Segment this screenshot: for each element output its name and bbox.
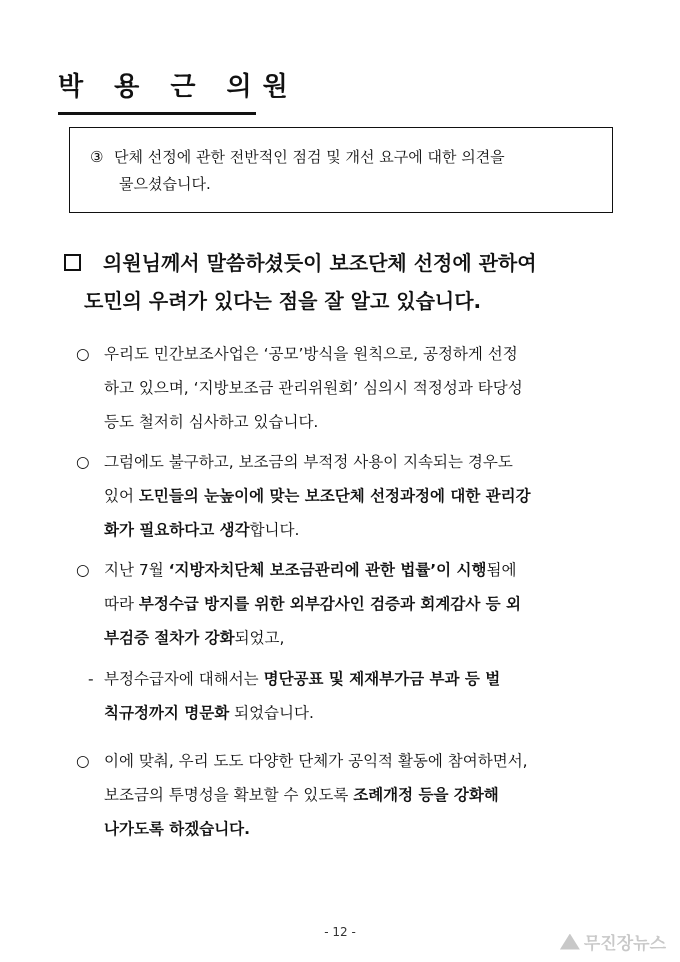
paragraph-3-line-3 <box>76 621 621 655</box>
paragraph-2-line-2-b: 도민들의 눈높이에 맞는 보조단체 선정과정에 대한 관리강 <box>138 487 531 505</box>
paragraph-3-line-3-a: 부검증 절차가 강화 <box>104 629 235 647</box>
paragraph-5-line-2-b: 조례개정 등을 강화해 <box>353 786 499 804</box>
watermark-text: 무진장뉴스 <box>583 934 666 954</box>
paragraph-3-line-1-a: 지난 7월 <box>104 561 169 579</box>
question-box <box>69 127 613 213</box>
paragraph-5 <box>76 744 621 846</box>
paragraph-1-line-1: 우리도 민간보조사업은 ‘공모’방식을 원칙으로, 공정하게 선정 <box>104 345 518 363</box>
question-line-1: 단체 선정에 관한 전반적인 점검 및 개선 요구에 대한 의견을 <box>114 148 505 166</box>
circle-bullet-icon: ○ <box>76 752 90 770</box>
checkbox-square-icon <box>64 254 81 271</box>
paragraph-3-line-2 <box>76 587 621 621</box>
dash-bullet-icon: - <box>88 670 94 688</box>
mountain-logo-icon <box>560 934 580 950</box>
paragraph-3-line-1-b: ‘지방자치단체 보조금관리에 관한 법률’이 시행 <box>168 561 487 579</box>
paragraph-5-line-2 <box>76 778 621 812</box>
question-text <box>90 144 600 198</box>
speaker-heading <box>58 72 299 102</box>
paragraph-4-line-1-b: 명단공표 및 제재부가금 부과 등 벌 <box>263 670 501 688</box>
paragraph-3-line-2-a: 따라 <box>104 595 139 613</box>
paragraph-2-line-1: 그럼에도 불구하고, 보조금의 부적정 사용이 지속되는 경우도 <box>104 453 513 471</box>
paragraph-5-line-3: 나가도록 하겠습니다. <box>104 820 251 838</box>
paragraph-3 <box>76 553 621 655</box>
paragraph-3-line-2-b: 부정수급 방지를 위한 외부감사인 검증과 회계감사 등 외 <box>138 595 522 613</box>
paragraph-3-line-3-b: 되었고, <box>234 629 285 647</box>
paragraph-4-line-1-a: 부정수급자에 대해서는 <box>104 670 264 688</box>
question-line-2: 물으셨습니다. <box>119 175 211 193</box>
paragraph-4-line-2-b: 되었습니다. <box>229 704 314 722</box>
circle-bullet-icon: ○ <box>76 561 90 579</box>
main-statement-line-1: 의원님께서 말씀하셨듯이 보조단체 선정에 관하여 <box>103 251 537 275</box>
page-title: 박 용 근 의원 <box>58 72 299 102</box>
paragraph-5-line-2-a: 보조금의 투명성을 확보할 수 있도록 <box>104 786 354 804</box>
paragraph-4-line-2-a: 칙규정까지 명문화 <box>104 704 230 722</box>
paragraph-2-line-3 <box>76 513 621 547</box>
paragraph-2 <box>76 445 621 547</box>
main-statement-line-2: 도민의 우려가 있다는 점을 잘 알고 있습니다. <box>84 289 482 313</box>
paragraph-2-line-3-a: 화가 필요하다고 생각 <box>104 521 250 539</box>
paragraph-2-line-2 <box>76 479 621 513</box>
circle-bullet-icon: ○ <box>76 345 90 363</box>
page-number: - 12 - <box>324 925 356 939</box>
paragraph-5-line-1: 이에 맞춰, 우리 도도 다양한 단체가 공익적 활동에 참여하면서, <box>104 752 528 770</box>
paragraph-1 <box>76 337 621 439</box>
watermark <box>560 929 666 954</box>
title-underline <box>58 112 256 115</box>
main-statement <box>64 244 624 320</box>
paragraph-2-line-2-a: 있어 <box>104 487 139 505</box>
question-number: ③ <box>90 148 104 166</box>
paragraph-4-line-2 <box>88 696 621 730</box>
paragraph-1-line-3: 등도 철저히 심사하고 있습니다. <box>104 413 319 431</box>
paragraph-4 <box>88 662 621 730</box>
paragraph-1-line-2: 하고 있으며, ‘지방보조금 관리위원회’ 심의시 적정성과 타당성 <box>104 379 523 397</box>
paragraph-3-line-1-c: 됨에 <box>486 561 517 579</box>
circle-bullet-icon: ○ <box>76 453 90 471</box>
paragraph-2-line-3-b: 합니다. <box>249 521 300 539</box>
